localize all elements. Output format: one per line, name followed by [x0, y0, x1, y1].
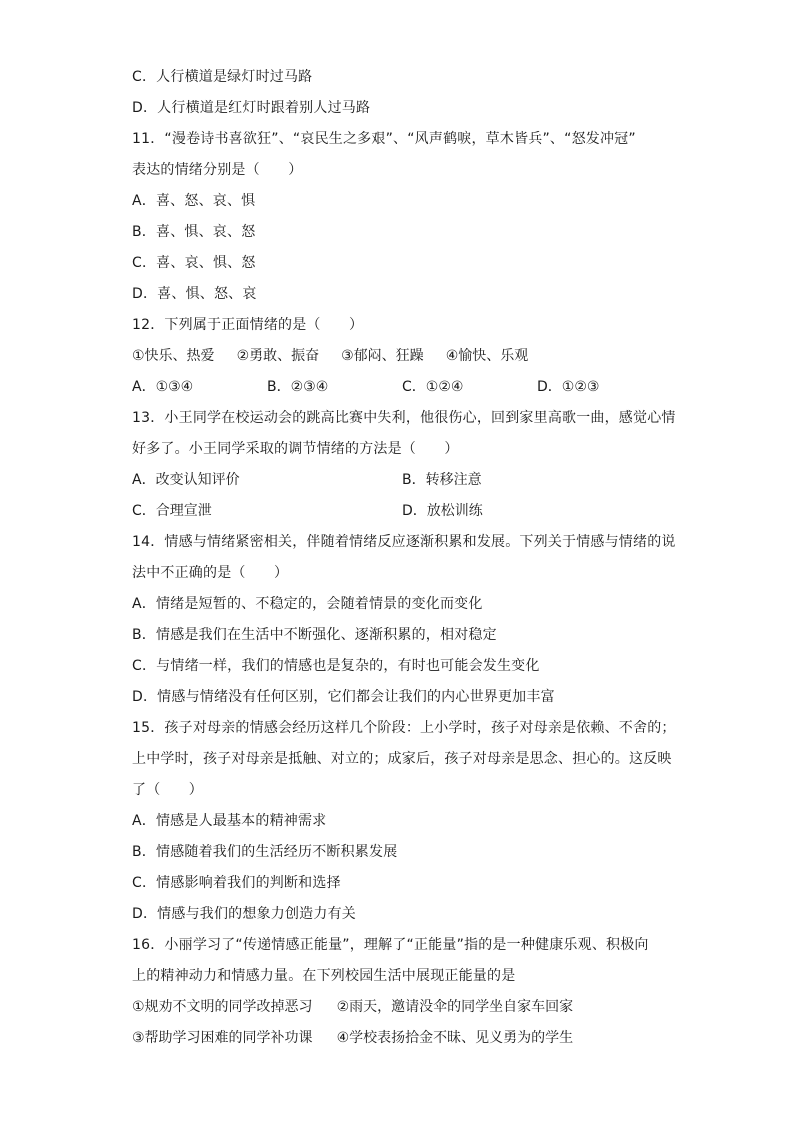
question-content — [132, 62, 676, 1054]
q10-option-c: C．人行横道是绿灯时过马路 — [132, 69, 313, 85]
q14-option-c: C．与情绪一样，我们的情感也是复杂的，有时也可能会发生变化 — [132, 658, 540, 674]
q12-option-d: D．①②③ — [537, 379, 600, 395]
q13-option-a: A．改变认知评价 — [132, 472, 240, 488]
q16-item-1: ①规劝不文明的同学改掉恶习 — [132, 999, 313, 1015]
q14-option-a: A．情绪是短暂的、不稳定的，会随着情景的变化而变化 — [132, 596, 483, 612]
q11-option-a: A．喜、怒、哀、惧 — [132, 193, 256, 209]
q12-stem: 12．下列属于正面情绪的是（ ） — [132, 317, 364, 333]
q14-stem-line-2: 法中不正确的是（ ） — [132, 565, 289, 581]
q12-option-c: C．①②④ — [402, 379, 464, 395]
q11-stem-line-2: 表达的情绪分别是（ ） — [132, 162, 303, 178]
q11-option-b: B．喜、惧、哀、怒 — [132, 224, 256, 240]
q15-stem-line-1: 15．孩子对母亲的情感会经历这样几个阶段：上小学时，孩子对母亲是依赖、不舍的； — [132, 720, 676, 736]
q15-option-b: B．情感随着我们的生活经历不断积累发展 — [132, 844, 398, 860]
q14-stem-line-1: 14．情感与情绪紧密相关，伴随着情绪反应逐渐积累和发展。下列关于情感与情绪的说 — [132, 534, 676, 550]
q16-item-2: ②雨天，邀请没伞的同学坐自家车回家 — [336, 999, 574, 1015]
q12-options — [132, 372, 672, 403]
q12-items — [132, 341, 672, 372]
q12-option-b: B．②③④ — [267, 379, 329, 395]
q14-option-b: B．情感是我们在生活中不断强化、逐渐积累的，相对稳定 — [132, 627, 497, 643]
q15-option-c: C．情感影响着我们的判断和选择 — [132, 875, 341, 891]
q11-stem-line-1: 11．“漫卷诗书喜欲狂”、“哀民生之多艰”、“风声鹤唳，草木皆兵”、“怒发冲冠” — [132, 131, 636, 147]
q13-stem-line-1: 13．小王同学在校运动会的跳高比赛中失利，他很伤心，回到家里高歌一曲，感觉心情 — [132, 410, 676, 426]
q16-items-row-2 — [132, 1023, 672, 1054]
q11-option-c: C．喜、哀、惧、怒 — [132, 255, 256, 271]
q16-items-row-1 — [132, 992, 672, 1023]
q13-stem-line-2: 好多了。小王同学采取的调节情绪的方法是（ ） — [132, 441, 459, 457]
q13-option-c: C．合理宣泄 — [132, 503, 212, 519]
q11-option-d: D．喜、惧、怒、哀 — [132, 286, 257, 302]
q13-option-d: D．放松训练 — [402, 503, 483, 519]
q15-option-d: D．情感与我们的想象力创造力有关 — [132, 906, 356, 922]
q16-stem-line-2: 上的精神动力和情感力量。在下列校园生活中展现正能量的是 — [132, 968, 516, 984]
q13-option-b: B．转移注意 — [402, 472, 482, 488]
q16-stem-line-1: 16．小丽学习了“传递情感正能量”，理解了“正能量”指的是一种健康乐观、积极向 — [132, 937, 649, 953]
q16-item-3: ③帮助学习困难的同学补功课 — [132, 1030, 313, 1046]
q13-options-row-2 — [132, 496, 672, 527]
q12-item-2: ②勇敢、振奋 — [236, 348, 320, 364]
q10-option-d: D．人行横道是红灯时跟着别人过马路 — [132, 100, 371, 116]
q15-option-a: A．情感是人最基本的精神需求 — [132, 813, 327, 829]
q12-item-3: ③郁闷、狂躁 — [341, 348, 424, 364]
q13-options-row-1 — [132, 465, 672, 496]
q14-option-d: D．情感与情绪没有任何区别，它们都会让我们的内心世界更加丰富 — [132, 689, 555, 705]
q16-item-4: ④学校表扬拾金不昧、见义勇为的学生 — [336, 1030, 574, 1046]
q15-stem-line-3: 了（ ） — [132, 782, 203, 798]
q12-item-1: ①快乐、热爱 — [132, 348, 215, 364]
q12-item-4: ④愉快、乐观 — [445, 348, 529, 364]
q12-option-a: A．①③④ — [132, 379, 194, 395]
q15-stem-line-2: 上中学时，孩子对母亲是抵触、对立的；成家后，孩子对母亲是思念、担心的。这反映 — [132, 751, 672, 767]
